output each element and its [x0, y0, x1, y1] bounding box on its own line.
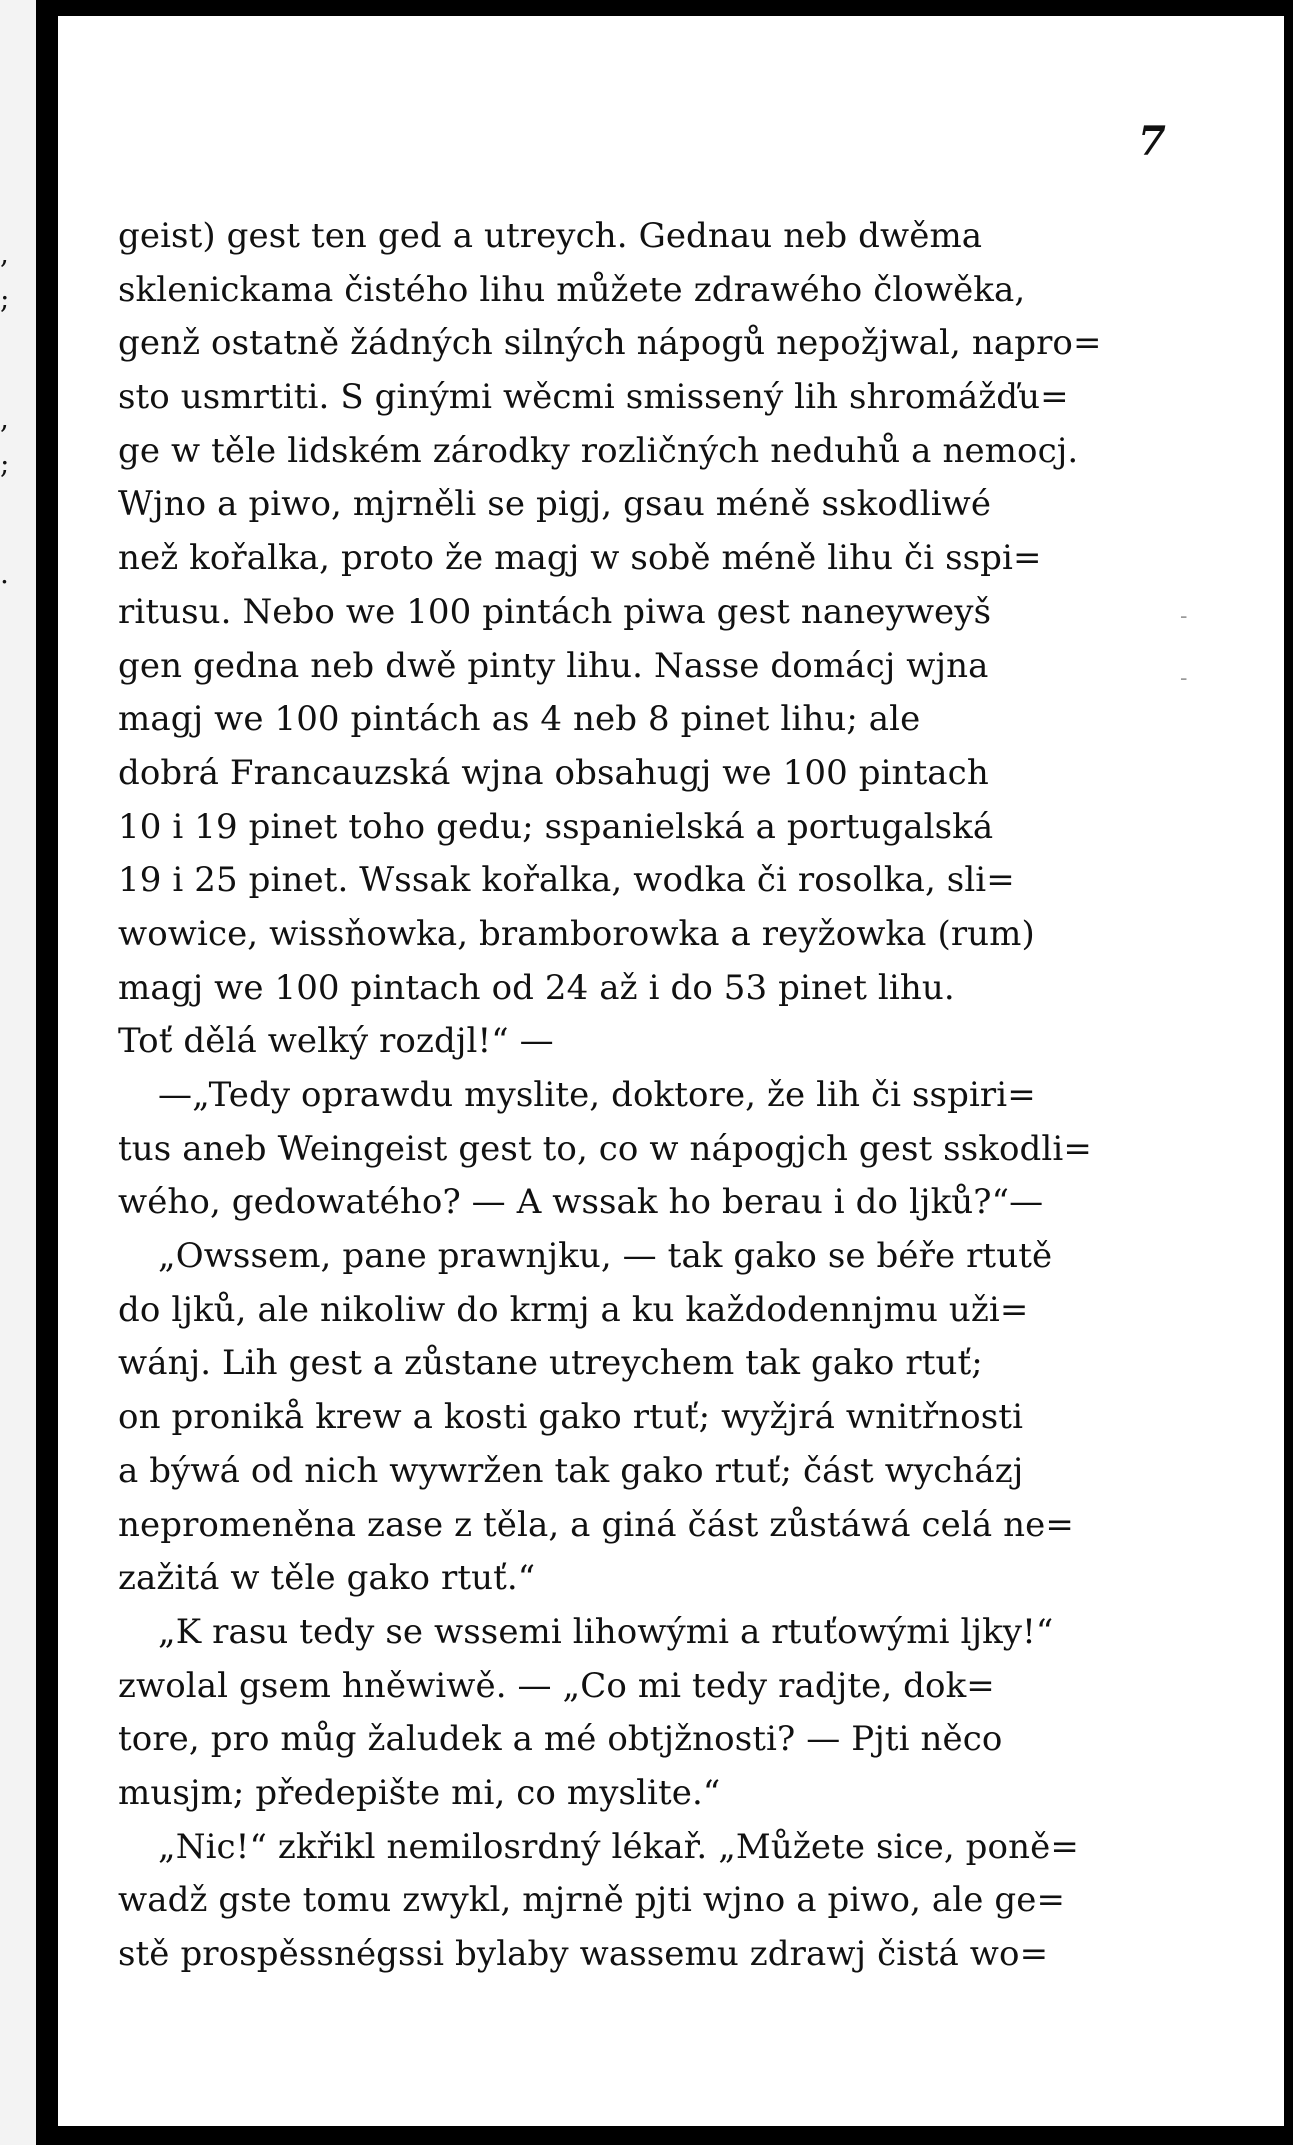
text-line: magj we 100 pintách as 4 neb 8 pinet lihu; ale: [118, 699, 921, 740]
text-line: 19 i 25 pinet. Wssak kořalka, wodka či rosolka, sli=: [118, 860, 1015, 901]
text-line: dobrá Francauzská wjna obsahugj we 100 pintach: [118, 752, 989, 793]
text-line: on pronikå krew a kosti gako rtuť; wyžjrá wnitřnosti: [118, 1397, 1024, 1438]
text-line: tore, pro můg žaludek a mé obtjžnosti? — Pjti něco: [118, 1719, 1003, 1760]
text-line: „K rasu tedy se wssemi lihowými a rtuťowými ljky!“: [158, 1611, 1054, 1652]
body-text: [118, 210, 1186, 1982]
text-line: zwolal gsem hněwiwě. — „Co mi tedy radjte, dok=: [118, 1665, 995, 1706]
margin-mark: -: [1180, 666, 1188, 691]
adjacent-page-mark: ;: [0, 447, 10, 480]
adjacent-page-mark: .: [0, 557, 9, 590]
text-line: sto usmrtiti. S ginými wěcmi smissený lih shromážďu=: [118, 377, 1069, 418]
text-line: Toť dělá welký rozdjl!“ —: [118, 1021, 554, 1062]
text-line: genž ostatně žádných silných nápogů nepožjwal, napro=: [118, 323, 1102, 364]
text-line: Wjno a piwo, mjrněli se pigj, gsau méně sskodliwé: [118, 484, 992, 525]
adjacent-page-mark: ;: [0, 282, 10, 315]
text-line: gen gedna neb dwě pinty lihu. Nasse domácj wjna: [118, 645, 989, 686]
text-line: wadž gste tomu zwykl, mjrně pjti wjno a piwo, ale ge=: [118, 1880, 1066, 1921]
text-line: wowice, wissňowka, bramborowka a reyžowka (rum): [118, 913, 1035, 954]
text-line: tus aneb Weingeist gest to, co w nápogjch gest sskodli=: [118, 1128, 1092, 1169]
text-line: sklenickama čistého lihu můžete zdrawého člowěka,: [118, 269, 1026, 310]
text-line: ritusu. Nebo we 100 pintách piwa gest naneyweyš: [118, 591, 992, 632]
text-line: ge w těle lidském zárodky rozličných neduhů a nemocj.: [118, 430, 1079, 471]
book-page: [58, 16, 1284, 2126]
text-line: wého, gedowatého? — A wssak ho berau i do ljků?“—: [118, 1182, 1044, 1223]
text-line: do ljků, ale nikoliw do krmj a ku každodennjmu uži=: [118, 1289, 1029, 1330]
adjacent-page-mark: ,: [0, 237, 9, 270]
text-line: a býwá od nich wywržen tak gako rtuť; část wycházj: [118, 1450, 1024, 1491]
text-line: „Owssem, pane prawnjku, — tak gako se béře rtutě: [158, 1236, 1053, 1277]
text-line: 10 i 19 pinet toho gedu; sspanielská a portugalská: [118, 806, 994, 847]
adjacent-page-edge: [0, 0, 36, 2145]
text-line: —„Tedy oprawdu myslite, doktore, že lih či sspiri=: [158, 1075, 1036, 1115]
text-line: stě prospěssnégssi bylaby wassemu zdrawj čistá wo=: [118, 1934, 1049, 1974]
text-line: magj we 100 pintach od 24 až i do 53 pinet lihu.: [118, 967, 955, 1008]
adjacent-page-mark: ,: [0, 402, 9, 435]
text-line: musjm; předepište mi, co myslite.“: [118, 1772, 721, 1813]
page-number: 7: [1138, 118, 1166, 165]
margin-mark: -: [1180, 604, 1188, 629]
text-line: geist) gest ten ged a utreych. Gednau neb dwěma: [118, 216, 983, 256]
text-line: zažitá w těle gako rtuť.“: [118, 1558, 536, 1599]
text-line: než kořalka, proto že magj w sobě méně lihu či sspi=: [118, 538, 1042, 579]
text-line: nepromeněna zase z těla, a giná část zůstáwá celá ne=: [118, 1504, 1074, 1545]
text-line: „Nic!“ zkřikl nemilosrdný lékař. „Můžete sice, poně=: [158, 1826, 1079, 1867]
text-line: wánj. Lih gest a zůstane utreychem tak gako rtuť;: [118, 1343, 983, 1384]
